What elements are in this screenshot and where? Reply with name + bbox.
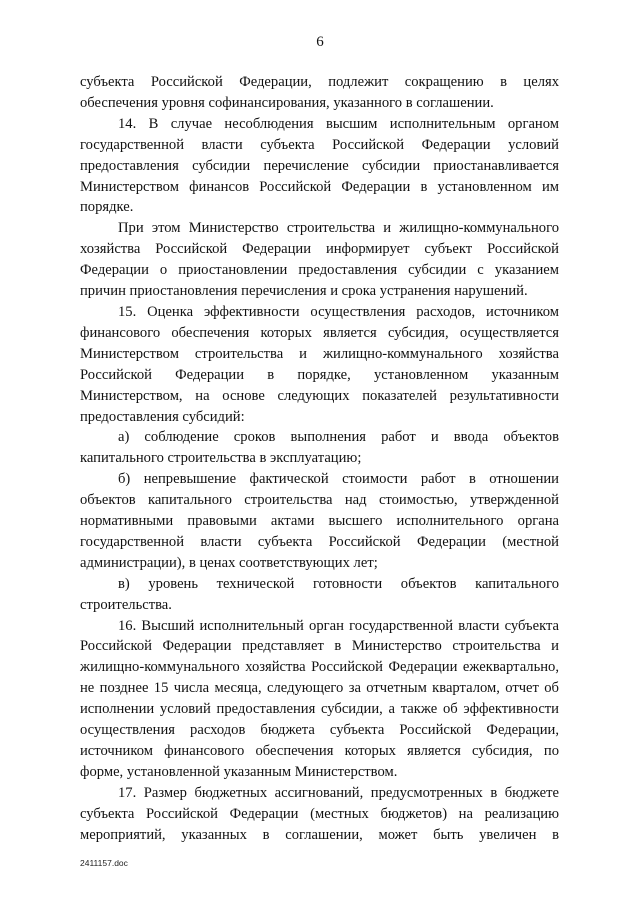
paragraph-15-item-c: в) уровень технической готовности объектов капитального строительства. <box>80 575 559 613</box>
document-code: 2411157.doc <box>80 858 128 868</box>
page-number: 6 <box>316 34 324 50</box>
paragraph-15-item-a: а) соблюдение сроков выполнения работ и ввода объектов капитального строительства в эксплуатацию; <box>80 429 559 467</box>
paragraph-continuation: субъекта Российской Федерации, подлежит сокращению в целях обеспечения уровня софинансирования, указанного в соглашении. <box>80 74 559 111</box>
document-body <box>80 72 559 846</box>
paragraph-17: 17. Размер бюджетных ассигнований, предусмотренных в бюджете субъекта Российской Федерации (местных бюджетов) на реализацию мероприятий, указанных в соглашении, может быть увеличен в <box>80 784 559 843</box>
paragraph-16: 16. Высший исполнительный орган государственной власти субъекта Российской Федерации представляет в Министерство строительства и жилищно-коммунального хозяйства Российской Федерации ежеквартально, не позднее 15 числа месяца, следующего за отчетным кварталом, отчет об исполнении условий предоставления субсидии, а также об эффективности осуществления расходов бюджета субъекта Российской Федерации, источником финансового обеспечения которых является субсидия, по форме, установленной указанным Министерством. <box>80 617 559 780</box>
paragraph-15: 15. Оценка эффективности осуществления расходов, источником финансового обеспечения которых является субсидия, осуществляется Министерством строительства и жилищно-коммунального хозяйства Российской Федерации в порядке, установленном указанным Министерством, на основе следующих показателей результативности предоставления субсидий: <box>80 303 559 425</box>
paragraph-15-item-b: б) непревышение фактической стоимости работ в отношении объектов капитального строительства над стоимостью, утвержденной нормативными правовыми актами высшего исполнительного органа государственной власти субъекта Российской Федерации (местной администрации), в ценах соответствующих лет; <box>80 471 559 571</box>
paragraph-14: 14. В случае несоблюдения высшим исполнительным органом государственной власти субъекта Российской Федерации условий предоставления субсидии перечисление субсидии приостанавливается Министерством финансов Российской Федерации в установленном им порядке. <box>80 115 559 216</box>
paragraph-14-notice: При этом Министерство строительства и жилищно-коммунального хозяйства Российской Федерации информирует субъект Российской Федерации о приостановлении предоставления субсидии с указанием причин приостановления перечисления и срока устранения нарушений. <box>80 220 559 300</box>
